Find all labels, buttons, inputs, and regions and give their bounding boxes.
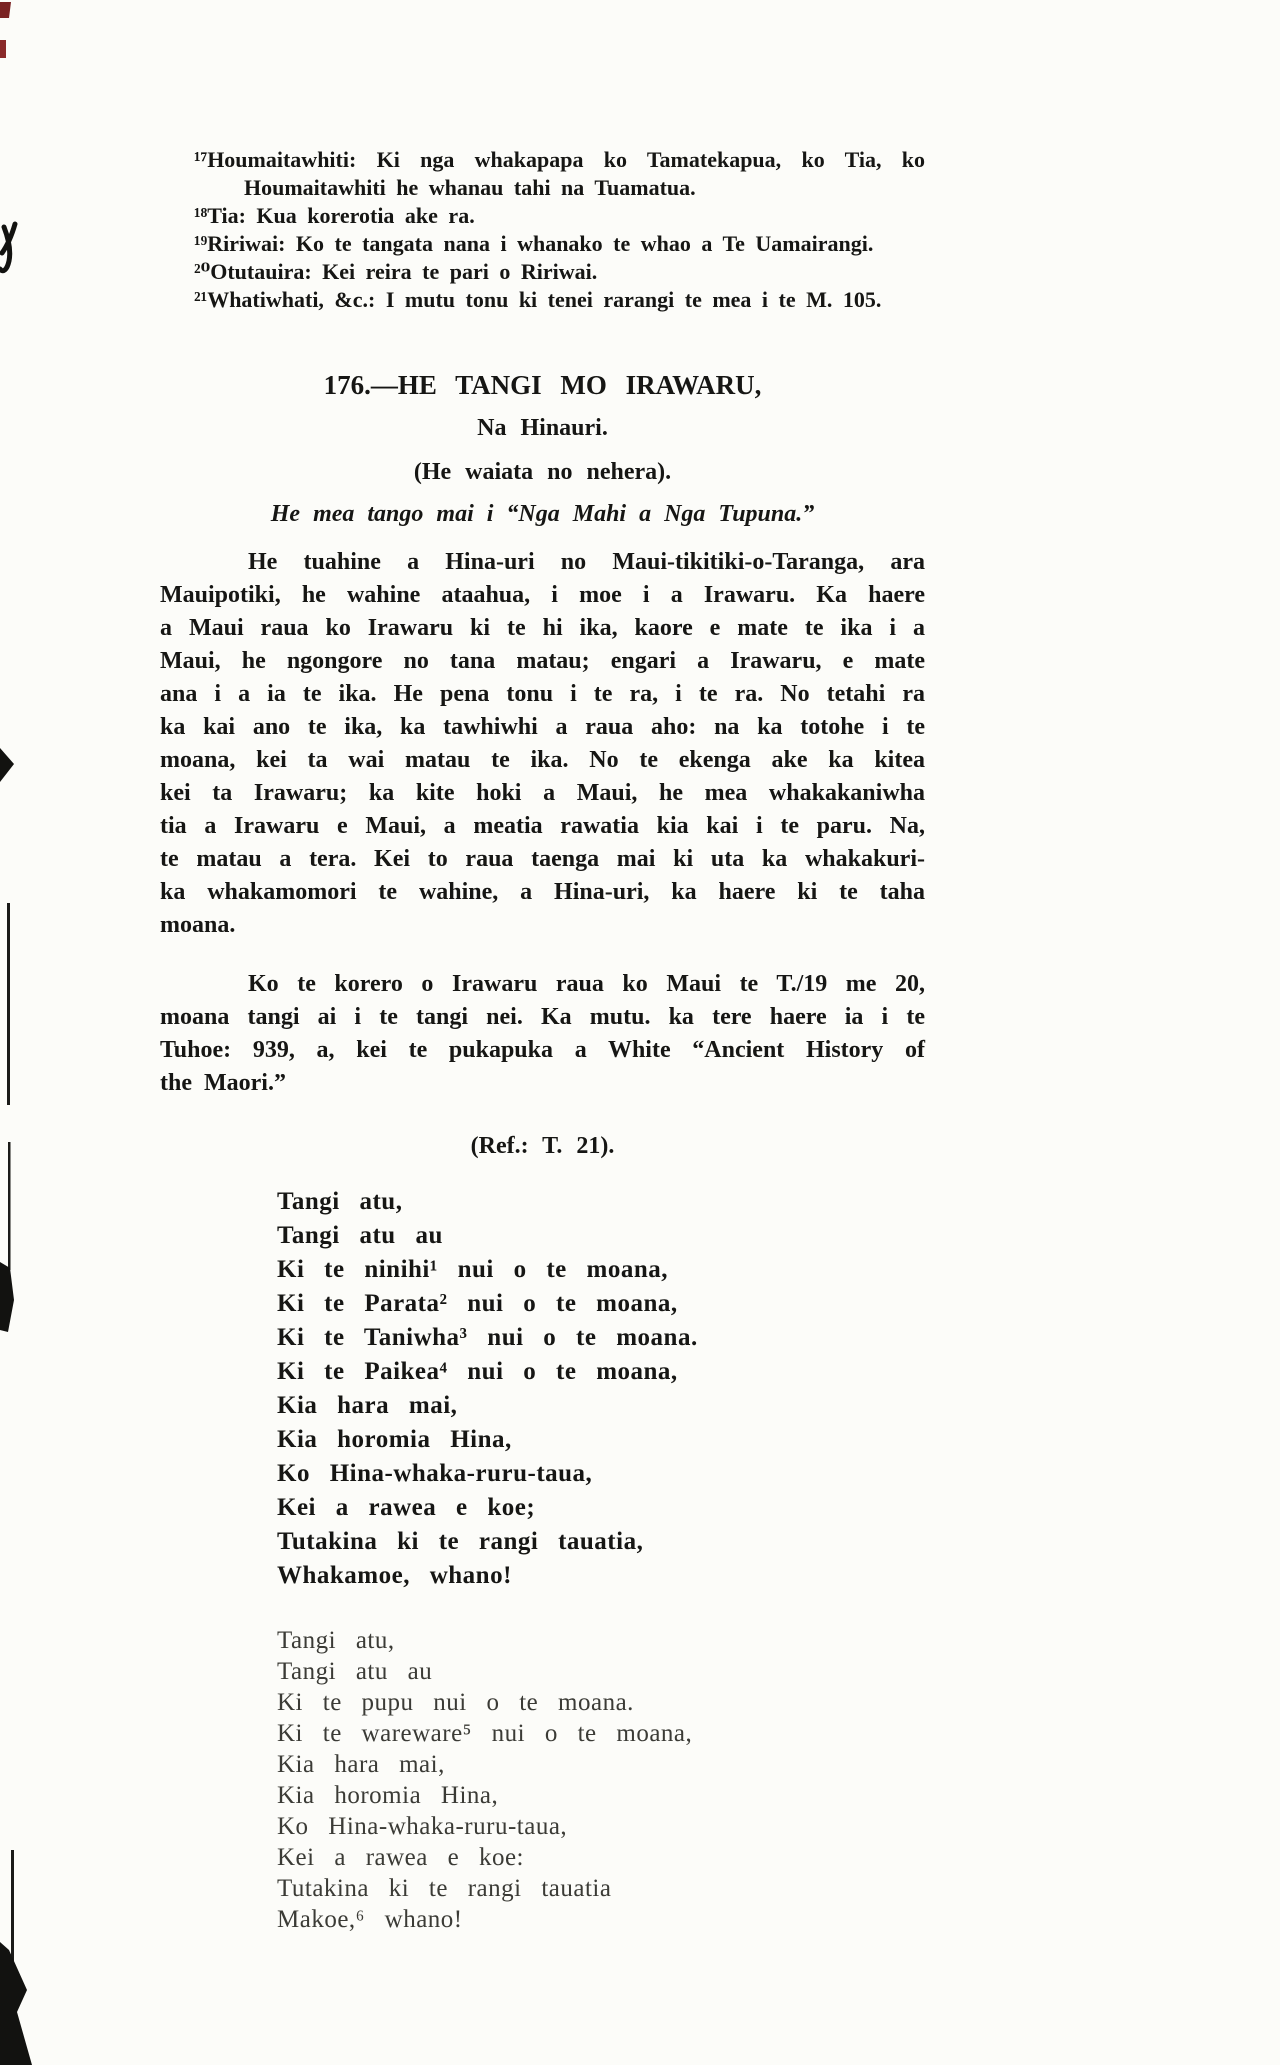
- verse-line: Kia hara mai,: [277, 1751, 445, 1778]
- footnotes-block: [194, 146, 925, 314]
- text-line: moana tangi ai i te tangi nei. Ka mutu. ka tere haere ia i te: [160, 1004, 925, 1030]
- text-line: kei ta Irawaru; ka kite hoki a Maui, he mea whakakaniwha: [160, 780, 925, 806]
- red-stamp-mark: [0, 2, 11, 18]
- text-line: te matau a tera. Kei to raua taenga mai ki uta ka whakakuri-: [160, 846, 925, 872]
- text-line: moana.: [160, 912, 236, 938]
- source-attribution: He mea tango mai i “Nga Mahi a Nga Tupuna.”: [270, 501, 815, 527]
- verse-line: Makoe,⁶ whano!: [277, 1906, 463, 1933]
- ink-smudge-y: [0, 224, 15, 271]
- prose-paragraph-2: [160, 968, 925, 1100]
- verse-line: Kia horomia Hina,: [277, 1782, 499, 1809]
- verse-2: [277, 1625, 925, 1935]
- footnote-line-21: ²¹Whatiwhati, &c.: I mutu tonu ki tenei rarangi te mea i te M. 105.: [194, 287, 882, 312]
- verse-line: Tutakina ki te rangi tauatia,: [277, 1528, 644, 1555]
- text-line: Maui, he ngongore no tana matau; engari a Irawaru, e mate: [160, 648, 925, 674]
- text-line: ka kai ano te ika, ka tawhiwhi a raua aho: na ka totohe i te: [160, 714, 925, 740]
- text-line: the Maori.”: [160, 1070, 286, 1096]
- ink-wedge: [0, 748, 14, 782]
- text-line: Mauipotiki, he wahine ataahua, i moe i a Irawaru. Ka haere: [160, 582, 925, 608]
- waiata-type-note: (He waiata no nehera).: [413, 459, 672, 485]
- verse-line: Ki te Paikea⁴ nui o te moana,: [277, 1358, 678, 1385]
- song-title: 176.—HE TANGI MO IRAWARU,: [323, 370, 762, 400]
- text-line: Tuhoe: 939, a, kei te pukapuka a White “Ancient History of: [160, 1037, 925, 1063]
- verse-line: Tangi atu au: [277, 1658, 433, 1685]
- scan-artifacts: [0, 0, 60, 2065]
- ink-blob-corner: [0, 1955, 20, 1997]
- verse-line: Ki te ninihi¹ nui o te moana,: [277, 1256, 669, 1283]
- verse-line: Kei a rawea e koe;: [277, 1494, 536, 1521]
- verse-line: Ki te wareware⁵ nui o te moana,: [277, 1720, 693, 1747]
- prose-paragraph-1: [160, 546, 925, 942]
- scan-hairline: [11, 1850, 14, 2065]
- verse-line: Kia hara mai,: [277, 1392, 458, 1419]
- footnote-line-20: ²⁰Otutauira: Kei reira te pari o Ririwai.: [194, 259, 598, 284]
- footnote-line-19: ¹⁹Ririwai: Ko te tangata nana i whanako te whao a Te Uamairangi.: [194, 231, 874, 256]
- footnote-line-17-cont: Houmaitawhiti he whanau tahi na Tuamatua.: [244, 175, 696, 200]
- text-line: ka whakamomori te wahine, a Hina-uri, ka haere ki te taha: [160, 879, 925, 905]
- text-line: moana, kei ta wai matau te ika. No te ekenga ake ka kitea: [160, 747, 925, 773]
- verse-line: Ko Hina-whaka-ruru-taua,: [277, 1460, 593, 1487]
- verse-line: Ki te pupu nui o te moana.: [277, 1689, 634, 1716]
- text-line: Ko te korero o Irawaru raua ko Maui te T./19 me 20,: [248, 971, 925, 997]
- ink-blob-corner: [0, 1942, 32, 2065]
- text-line: ana i a ia te ika. He pena tonu i te ra, i te ra. No tetahi ra: [160, 681, 925, 707]
- verse-line: Kia horomia Hina,: [277, 1426, 512, 1453]
- ink-blob: [0, 1262, 14, 1332]
- verse-1: [277, 1185, 925, 1593]
- verse-line: Whakamoe, whano!: [277, 1562, 512, 1589]
- footnote-line-17: ¹⁷Houmaitawhiti: Ki nga whakapapa ko Tamatekapua, ko Tia, ko: [194, 147, 925, 172]
- scan-hairline: [8, 1142, 11, 1270]
- red-stamp-mark: [0, 40, 6, 58]
- verse-line: Ki te Parata² nui o te moana,: [277, 1290, 678, 1317]
- text-column: [160, 146, 925, 1935]
- verse-line: Tangi atu,: [277, 1188, 403, 1215]
- text-line: tia a Irawaru e Maui, a meatia rawatia kia kai i te paru. Na,: [160, 813, 925, 839]
- text-line: He tuahine a Hina-uri no Maui-tikitiki-o-Taranga, ara: [248, 549, 925, 575]
- text-line: a Maui raua ko Irawaru ki te hi ika, kaore e mate te ika i a: [160, 615, 925, 641]
- reference-line: (Ref.: T. 21).: [470, 1133, 615, 1159]
- verse-line: Tangi atu au: [277, 1222, 443, 1249]
- verse-line: Ki te Taniwha³ nui o te moana.: [277, 1324, 698, 1351]
- verse-line: Kei a rawea e koe:: [277, 1844, 524, 1871]
- verse-line: Tangi atu,: [277, 1627, 395, 1654]
- verse-line: Ko Hina-whaka-ruru-taua,: [277, 1813, 568, 1840]
- scan-hairline: [7, 903, 10, 1105]
- footnote-line-18: ¹⁸Tia: Kua korerotia ake ra.: [194, 203, 475, 228]
- verse-line: Tutakina ki te rangi tauatia: [277, 1875, 612, 1902]
- byline: Na Hinauri.: [477, 415, 608, 441]
